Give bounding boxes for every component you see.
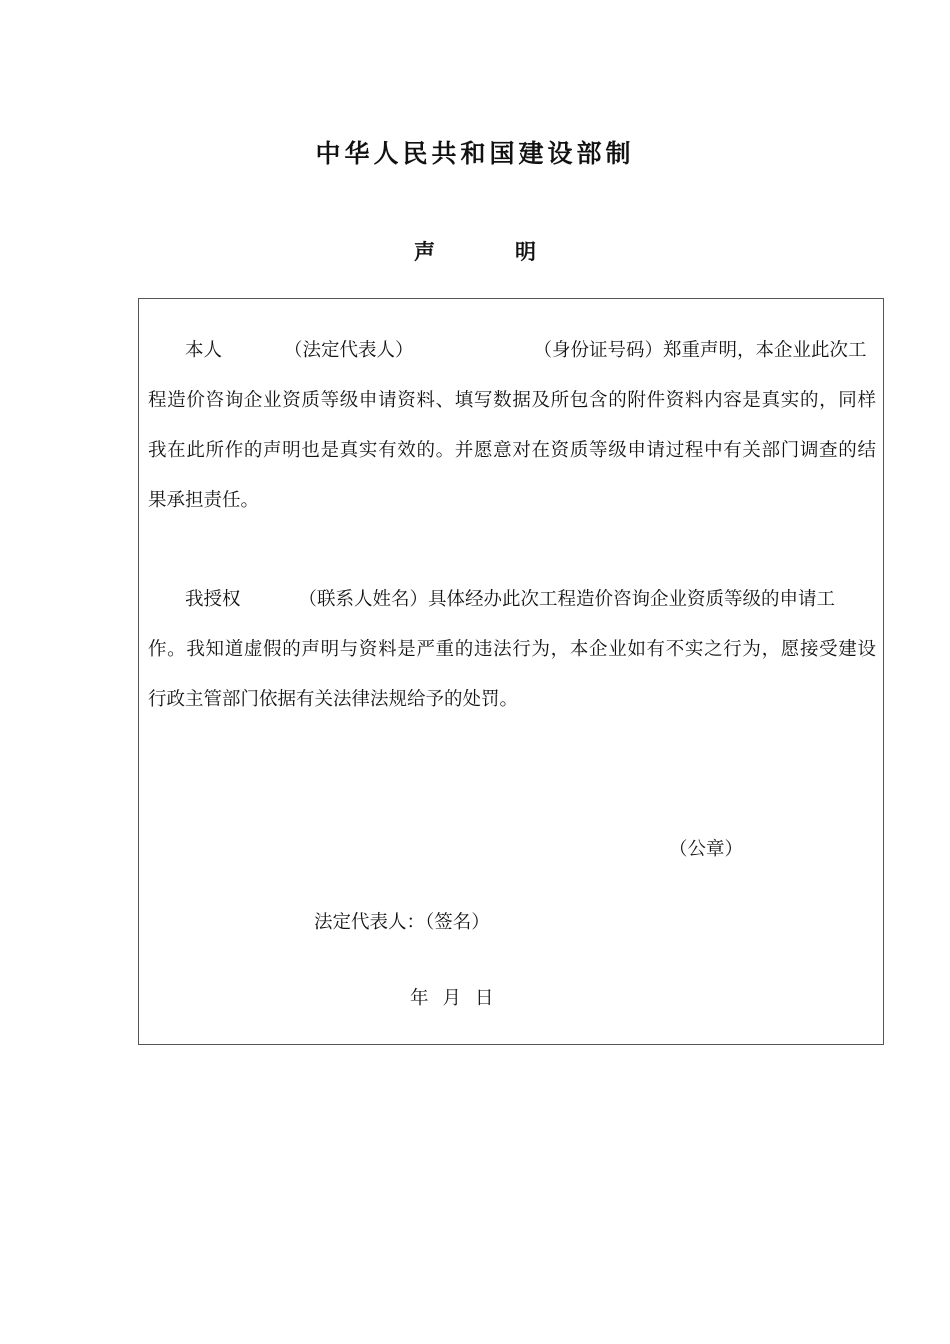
title-char-2: 明 [515,240,536,264]
p2-line-2: 作。我知道虚假的声明与资料是严重的违法行为，本企业如有不实之行为，愿接受建设 [148,639,876,660]
p2-prefix: 我授权 [185,589,241,610]
declaration-paragraph-1 [148,326,876,526]
p1-line-2: 程造价咨询企业资质等级申请资料、填写数据及所包含的附件资料内容是真实的，同样 [148,390,876,411]
date-year: 年 [410,988,429,1009]
p1-line-1 [148,326,876,376]
p2-line-1 [148,575,876,625]
date-day: 日 [475,988,494,1009]
p2-rest: （联系人姓名）具体经办此次工程造价咨询企业资质等级的申请工 [298,589,836,610]
p1-prefix: 本人 [185,340,223,361]
title-char-1: 声 [414,240,435,264]
date-line [410,984,508,1010]
declaration-box [138,298,884,1045]
page-title [0,236,950,266]
issuer-line: 中华人民共和国建设部制 [315,139,635,168]
p2-line-3: 行政主管部门依据有关法律法规给予的处罚。 [148,689,519,710]
p1-line-4: 果承担责任。 [148,490,260,511]
p1-id-label: （身份证号码）郑重声明，本企业此次工 [533,340,867,361]
date-month: 月 [442,988,462,1009]
declaration-paragraph-2 [148,575,876,725]
p1-role: （法定代表人） [284,340,414,361]
signature-line: 法定代表人：（签名） [314,912,490,933]
p1-line-3: 我在此所作的声明也是真实有效的。并愿意对在资质等级申请过程中有关部门调查的结 [148,440,876,461]
official-seal-label: （公章） [669,839,744,860]
